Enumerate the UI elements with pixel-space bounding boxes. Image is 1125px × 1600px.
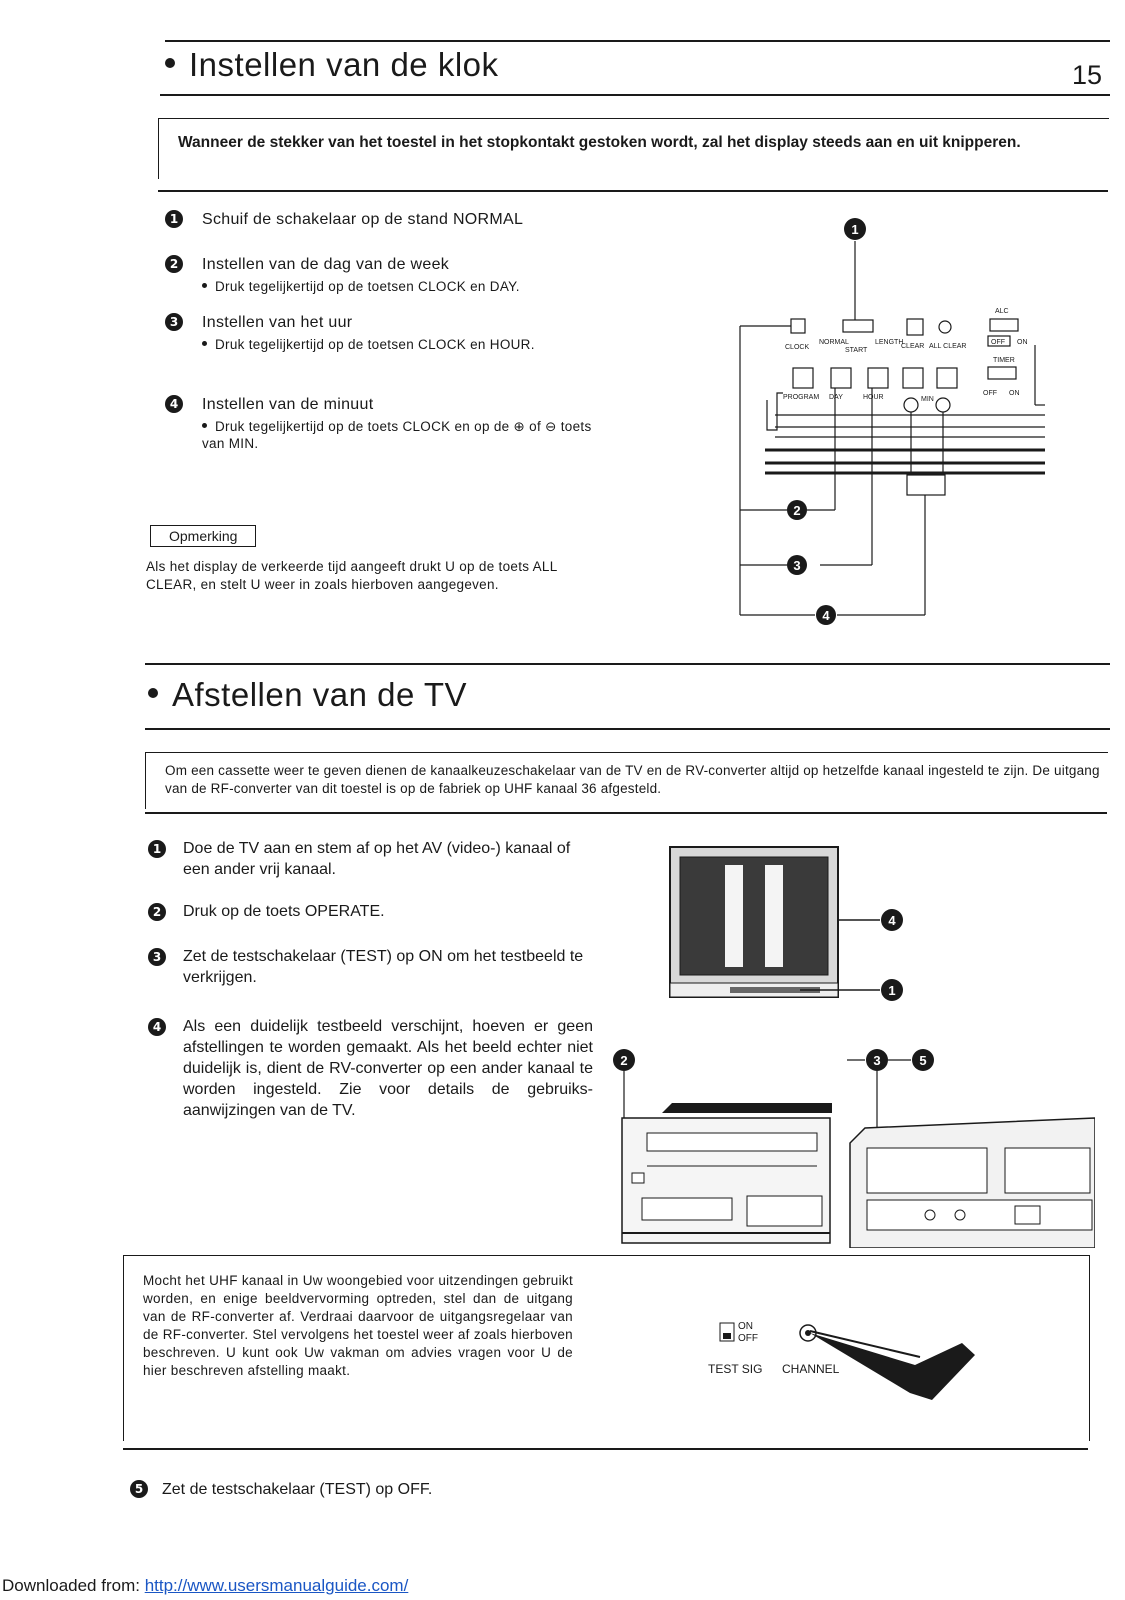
vcr-callout-2: 2	[620, 1053, 628, 1068]
label-hour: HOUR	[863, 394, 884, 401]
callouts	[787, 218, 866, 625]
label-all-clear: ALL CLEAR	[929, 343, 967, 350]
bullet-dot	[148, 688, 158, 698]
section2-intro: Om een cassette weer te geven dienen de kanaalkeuzeschakelaar van de TV en de RV-converter altijd op hetzelfde kanaal ingesteld te zijn. De uitgang van de RF-converter van dit toestel is op de fabriek op UHF kanaal 36 afgesteld.	[165, 763, 1100, 796]
footer-link[interactable]: http://www.usersmanualguide.com/	[144, 1576, 409, 1595]
footer	[2, 1576, 408, 1596]
tv-callout-4: 4	[888, 913, 896, 928]
tv-callout-1: 1	[888, 983, 896, 998]
switch-off-label: OFF	[738, 1333, 758, 1344]
step-number: 4	[148, 1018, 166, 1036]
step-text: Als een duidelijk testbeeld verschijnt, hoeven er geen afstellingen te worden gemaakt. Als het beeld echter niet duidelijk is, dient de RV-converter op een ander kanaal te worden ingesteld. Zie voor details de gebruiks-aanwijzingen van de TV.	[183, 1018, 593, 1119]
step-number: 5	[130, 1480, 148, 1498]
step-2	[165, 255, 520, 294]
note-text: Als het display de verkeerde tijd aangeeft drukt U op de toets ALL CLEAR, en stelt U weer in zoals hierboven aangegeven.	[146, 559, 558, 592]
intro-box-bottom	[158, 190, 1108, 192]
top-rule	[165, 40, 1110, 42]
bullet	[202, 341, 207, 346]
tv-step-2	[148, 903, 385, 921]
vcr-front-right-illustration	[845, 1048, 1095, 1248]
section2-title: Afstellen van de TV	[148, 676, 467, 714]
label-length: LENGTH	[875, 339, 904, 346]
page-number: 15	[1072, 60, 1103, 90]
label-min: MIN	[921, 396, 934, 403]
clock-panel-diagram	[725, 205, 1055, 635]
step-number: 1	[165, 210, 183, 228]
bullet-dot	[165, 58, 175, 68]
step-sub: Druk tegelijkertijd op de toets CLOCK en op de ⊕ of ⊖ toets van MIN.	[202, 419, 592, 451]
bullet	[202, 283, 207, 288]
step-number: 1	[148, 840, 166, 858]
section1-title: Instellen van de klok	[165, 46, 499, 84]
test-sig-channel-illustration	[700, 1295, 990, 1415]
bullet	[202, 423, 207, 428]
tv-step-3	[148, 948, 584, 986]
label-off: OFF	[991, 339, 1005, 346]
section1-intro: Wanneer de stekker van het toestel in het stopkontakt gestoken wordt, zal het display steeds aan en uit knipperen.	[178, 134, 1021, 151]
step-number: 2	[165, 255, 183, 273]
callout-4-label: 4	[822, 608, 830, 623]
step-text: Doe de TV aan en stem af op het AV (video-) kanaal of een ander vrij kanaal.	[183, 840, 571, 878]
step-text: Zet de testschakelaar (TEST) op OFF.	[162, 1481, 433, 1498]
step-text: Zet de testschakelaar (TEST) op ON om het testbeeld te verkrijgen.	[183, 948, 584, 986]
uhf-box-bottom	[123, 1448, 1088, 1450]
switch-on-label: ON	[738, 1321, 753, 1332]
step-number: 2	[148, 903, 166, 921]
tv-step-5	[130, 1480, 433, 1498]
footer-prefix: Downloaded from:	[2, 1576, 145, 1595]
callout-3-label: 3	[793, 558, 801, 573]
step-text: Druk op de toets OPERATE.	[183, 903, 385, 920]
step-3	[165, 313, 535, 352]
section2-intro-box-bottom	[145, 812, 1107, 814]
step-number: 4	[165, 395, 183, 413]
vcr-front-left-illustration	[612, 1048, 832, 1248]
label-timer-off: OFF	[983, 390, 997, 397]
label-clock: CLOCK	[785, 344, 810, 351]
step-title: Instellen van de minuut	[202, 396, 374, 413]
label-alc: ALC	[995, 308, 1009, 315]
label-timer: TIMER	[993, 357, 1015, 364]
channel-label: CHANNEL	[782, 1362, 840, 1376]
step-number: 3	[165, 313, 183, 331]
tv-step-1	[148, 840, 571, 878]
tv-illustration	[660, 845, 920, 1015]
step-title: Instellen van het uur	[202, 314, 353, 331]
label-normal: NORMAL	[819, 339, 849, 346]
label-day: DAY	[829, 394, 843, 401]
label-clear: CLEAR	[901, 343, 925, 350]
tv-step-4	[148, 1018, 593, 1119]
step-title: Instellen van de dag van de week	[202, 256, 450, 273]
step-number: 3	[148, 948, 166, 966]
vcr-callout-3: 3	[873, 1053, 881, 1068]
label-start: START	[845, 347, 868, 354]
label-timer-on: ON	[1009, 390, 1020, 397]
test-sig-label: TEST SIG	[708, 1362, 763, 1376]
callout-1-label: 1	[851, 222, 859, 237]
step-1	[165, 210, 524, 228]
uhf-box-text: Mocht het UHF kanaal in Uw woongebied voor uitzendingen gebruikt worden, en enige beeldvervorming optreden, stel dan de uitgang van de RF-converter af. Verdraai daarvoor de uitgangsregelaar van de RF-converter. Stel vervolgens het toestel weer af zoals hierboven beschreven. U kunt ook Uw vakman om advies vragen voor U de hier beschreven afstelling maakt.	[143, 1273, 573, 1378]
note-label: Opmerking	[150, 525, 256, 547]
title-underline	[160, 94, 1110, 96]
label-program: PROGRAM	[783, 394, 820, 401]
section2-top-rule	[145, 663, 1110, 665]
callout-2-label: 2	[793, 503, 801, 518]
section2-title-underline	[145, 728, 1110, 730]
step-title: Schuif de schakelaar op de stand NORMAL	[202, 211, 524, 228]
step-sub: Druk tegelijkertijd op de toetsen CLOCK en HOUR.	[202, 336, 612, 353]
step-4	[165, 395, 592, 451]
vcr-callout-5: 5	[919, 1053, 927, 1068]
step-sub: Druk tegelijkertijd op de toetsen CLOCK en DAY.	[202, 278, 622, 295]
label-on: ON	[1017, 339, 1028, 346]
